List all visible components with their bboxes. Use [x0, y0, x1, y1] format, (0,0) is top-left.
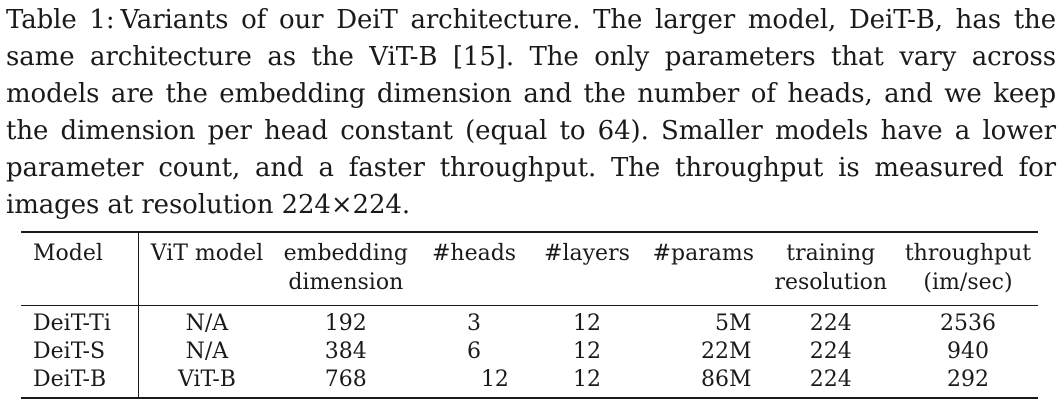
header-params: #params [643, 232, 764, 306]
header-embedding-line1: embedding [283, 241, 409, 266]
cell-vit-model: N/A [185, 339, 229, 364]
table-body [21, 306, 1038, 399]
header-throughput-line1: throughput [904, 241, 1032, 266]
cell-params: 22M [701, 339, 752, 364]
header-vit-model: ViT model [139, 232, 275, 306]
header-layers: #layers [531, 232, 643, 306]
header-throughput [898, 232, 1038, 306]
header-training-resolution [764, 232, 898, 306]
cell-training: 224 [809, 311, 852, 336]
caption-text: Variants of our DeiT architecture. The larger model, DeiT-B, has the same architecture as the ViT-B [15]. The only parameters that vary across models are the embedding dimension and the number of heads, and we keep the dimension per head constant (equal to 64). Smaller models have a lower parameter count, and a faster throughput. The throughput is measured for images at resolution 224×224. [6, 5, 1056, 220]
cell-heads: 6 [467, 339, 482, 364]
header-embedding-line2: dimension [288, 270, 404, 295]
cell-layers: 12 [572, 339, 601, 364]
cell-throughput: 292 [898, 366, 1038, 398]
header-heads: #heads [417, 232, 531, 306]
cell-model: DeiT-B [21, 366, 139, 398]
cell-training: 224 [809, 339, 852, 364]
cell-params: 5M [715, 311, 752, 336]
cell-model: DeiT-S [21, 338, 139, 366]
table-row [21, 338, 1038, 366]
table-row [21, 366, 1038, 398]
header-training-line1: training [786, 241, 876, 266]
cell-embedding: 384 [324, 339, 367, 364]
cell-model: DeiT-Ti [21, 306, 139, 339]
header-embedding-dimension [274, 232, 417, 306]
header-model: Model [21, 232, 139, 306]
caption-label: Table 1: [6, 5, 115, 35]
cell-embedding: 768 [274, 366, 417, 398]
table-row [21, 306, 1038, 339]
cell-throughput: 940 [946, 339, 989, 364]
cell-vit-model: ViT-B [139, 366, 275, 398]
header-training-line2: resolution [774, 270, 888, 295]
table-header [21, 232, 1038, 306]
cell-params: 86M [643, 366, 764, 398]
deit-variants-table [21, 231, 1038, 399]
cell-embedding: 192 [324, 311, 367, 336]
header-row [21, 232, 1038, 306]
cell-layers: 12 [531, 366, 643, 398]
header-throughput-line2: (im/sec) [923, 270, 1013, 295]
cell-heads: 12 [417, 366, 531, 398]
cell-vit-model: N/A [185, 311, 229, 336]
table-caption [6, 2, 1056, 224]
cell-heads: 3 [467, 311, 482, 336]
cell-training: 224 [764, 366, 898, 398]
cell-throughput: 2536 [939, 311, 996, 336]
cell-layers: 12 [572, 311, 601, 336]
